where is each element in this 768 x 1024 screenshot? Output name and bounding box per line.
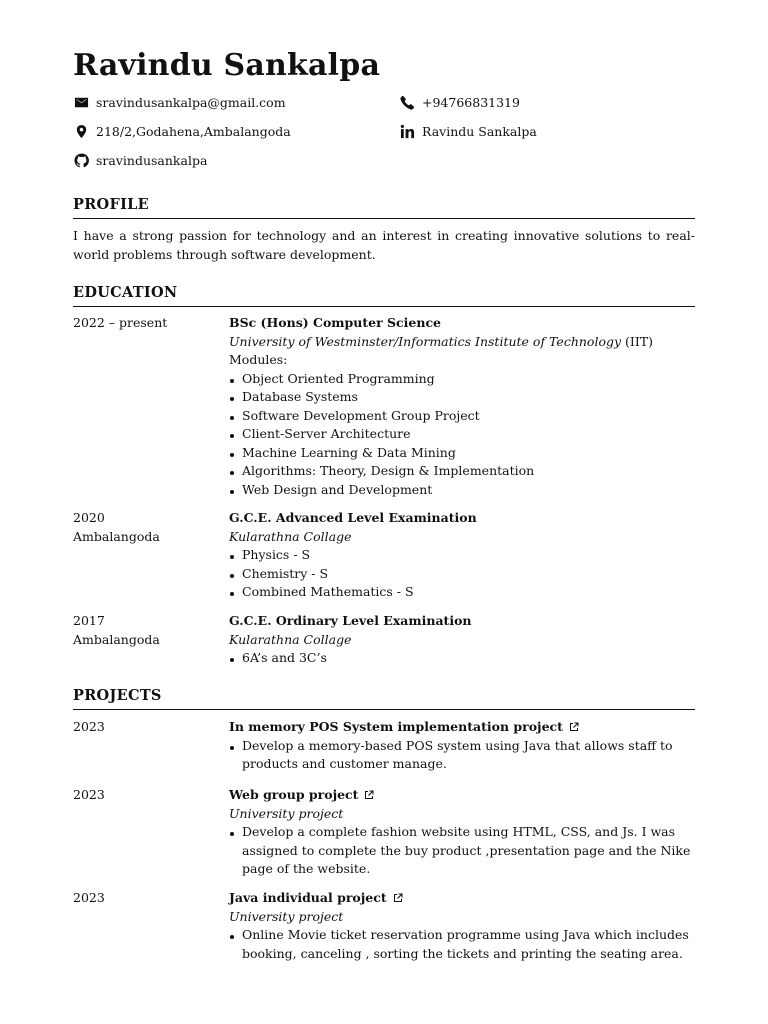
- entry-date: 2023: [73, 890, 105, 905]
- list-item: Software Development Group Project: [229, 407, 695, 426]
- email-text[interactable]: sravindusankalpa@gmail.com: [96, 94, 286, 110]
- contact-email[interactable]: [73, 92, 286, 112]
- email-icon: [73, 94, 89, 110]
- project-bullets: [229, 823, 695, 879]
- list-item: Online Movie ticket reservation programme using Java which includes booking, canceling , sorting the tickets and printing the seating area.: [229, 926, 695, 963]
- list-item: Database Systems: [229, 388, 695, 407]
- entry-location: Ambalangoda: [73, 631, 160, 647]
- list-item: Develop a complete fashion website using HTML, CSS, and Js. I was assigned to complete the buy product ,presentation page and the Nike page of the website.: [229, 823, 695, 879]
- address-text: 218/2,Godahena,Ambalangoda: [96, 123, 291, 139]
- modules-list: [229, 370, 695, 500]
- external-link-icon[interactable]: [569, 719, 579, 729]
- list-item: Chemistry - S: [229, 565, 695, 584]
- entry-institution: University of Westminster/Informatics Institute of Technology (IIT): [229, 333, 653, 349]
- list-item: Develop a memory-based POS system using Java that allows staff to products and customer manage.: [229, 737, 695, 774]
- entry-detail: [229, 786, 695, 879]
- subjects-list: [229, 546, 695, 602]
- project-title-link[interactable]: In memory POS System implementation project: [229, 718, 695, 737]
- phone-text[interactable]: +94766831319: [422, 94, 520, 110]
- linkedin-icon: [399, 123, 415, 139]
- entry-date: 2023: [73, 787, 105, 802]
- resume-name: Ravindu Sankalpa: [73, 48, 381, 83]
- contact-linkedin[interactable]: [399, 121, 537, 141]
- results-list: [229, 649, 695, 668]
- external-link-icon[interactable]: [364, 787, 374, 797]
- location-icon: [73, 123, 89, 139]
- external-link-icon[interactable]: [393, 890, 403, 900]
- entry-detail: [229, 314, 695, 499]
- list-item: Object Oriented Programming: [229, 370, 695, 389]
- project-title-link[interactable]: Java individual project: [229, 889, 695, 908]
- phone-icon: [399, 94, 415, 110]
- education-heading: EDUCATION: [73, 284, 695, 307]
- entry-date: 2023: [73, 719, 105, 734]
- entry-title: G.C.E. Advanced Level Examination: [229, 510, 477, 525]
- project-subtitle: University project: [229, 805, 344, 821]
- profile-heading: PROFILE: [73, 196, 695, 219]
- projects-heading: PROJECTS: [73, 687, 695, 710]
- entry-date: 2017 Ambalangoda: [73, 612, 223, 649]
- list-item: Algorithms: Theory, Design & Implementation: [229, 462, 695, 481]
- profile-text: I have a strong passion for technology and an interest in creating innovative solutions to real-world problems through software development.: [73, 228, 695, 262]
- entry-detail: [229, 612, 695, 668]
- entry-detail: [229, 718, 695, 774]
- list-item: Combined Mathematics - S: [229, 583, 695, 602]
- modules-label: Modules:: [229, 352, 288, 367]
- entry-detail: [229, 509, 695, 602]
- project-title-link[interactable]: Web group project: [229, 786, 695, 805]
- project-bullets: [229, 926, 695, 963]
- list-item: Physics - S: [229, 546, 695, 565]
- entry-title: BSc (Hons) Computer Science: [229, 315, 442, 330]
- linkedin-text[interactable]: Ravindu Sankalpa: [422, 123, 537, 139]
- project-bullets: [229, 737, 695, 774]
- list-item: Web Design and Development: [229, 481, 695, 500]
- entry-location: Ambalangoda: [73, 528, 160, 544]
- project-subtitle: University project: [229, 908, 344, 924]
- contact-phone[interactable]: [399, 92, 520, 112]
- entry-date: 2020 Ambalangoda: [73, 509, 223, 546]
- github-icon: [73, 152, 89, 168]
- list-item: Client-Server Architecture: [229, 425, 695, 444]
- github-text[interactable]: sravindusankalpa: [96, 152, 208, 168]
- list-item: 6A’s and 3C’s: [229, 649, 695, 668]
- entry-date: 2022 – present: [73, 315, 168, 330]
- contact-github[interactable]: [73, 150, 207, 170]
- entry-title: G.C.E. Ordinary Level Examination: [229, 613, 472, 628]
- contact-address: [73, 121, 291, 141]
- list-item: Machine Learning & Data Mining: [229, 444, 695, 463]
- entry-institution: Kularathna Collage: [229, 528, 352, 544]
- entry-detail: [229, 889, 695, 963]
- entry-institution: Kularathna Collage: [229, 631, 352, 647]
